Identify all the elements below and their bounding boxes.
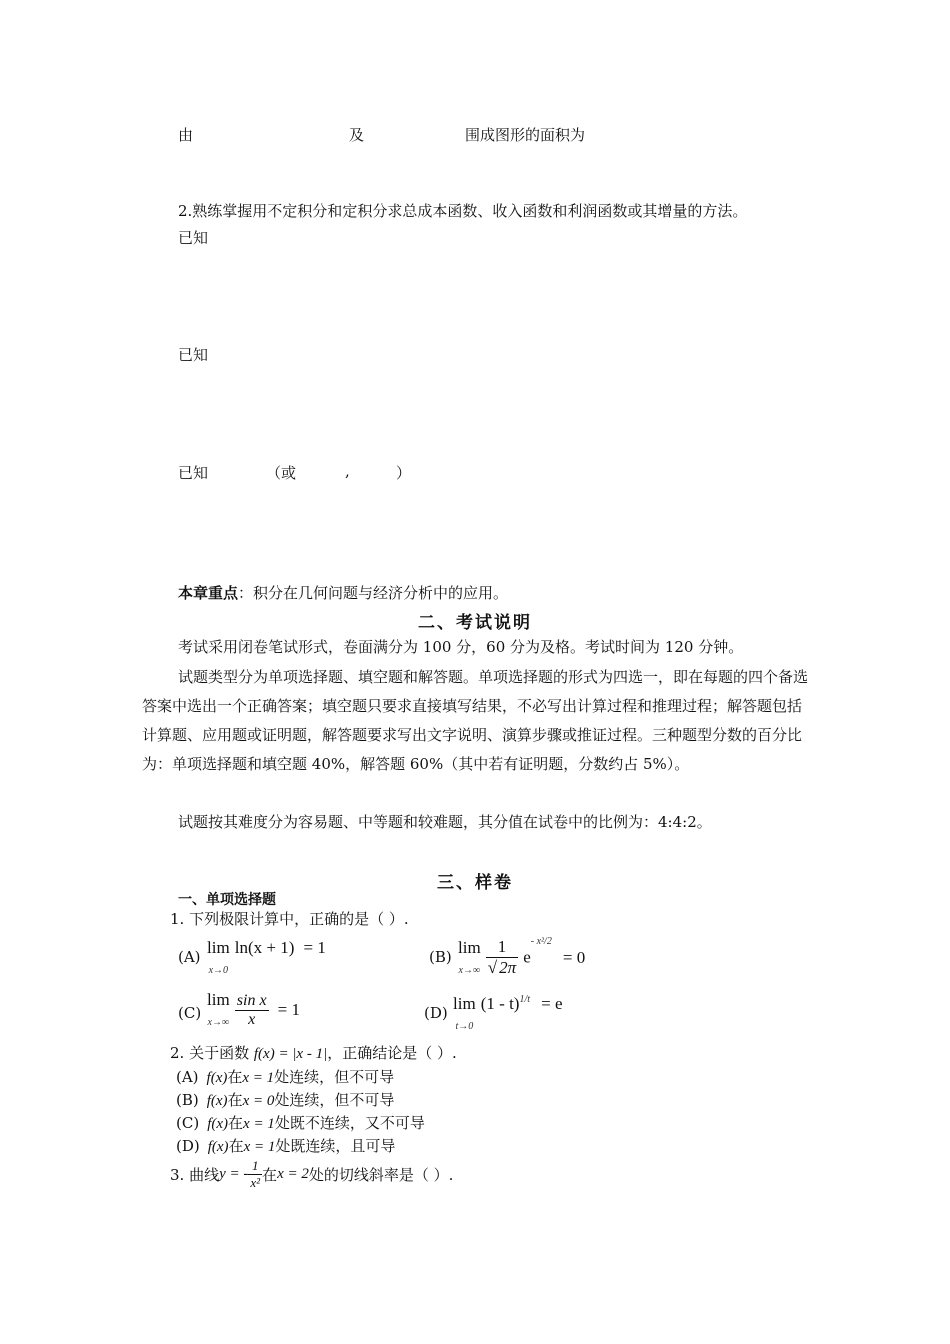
q2-option-function: f(x) [206,1070,228,1086]
known-1: 已知 [178,229,209,247]
q1-c-sub: x→∞ [207,1017,230,1028]
q2-option-point: x = 1 [243,1139,276,1155]
q1-option-c-label: (C) [178,1004,202,1022]
q1-b-num: 1 [486,937,518,958]
q1-b-den: 2π [499,958,517,977]
area-text-and: 及 [349,126,365,144]
q1-a-sub: x→0 [208,965,229,976]
q1-d-lim: lim [453,994,476,1013]
q2-option-at: 在 [228,1114,244,1132]
chapter-focus [178,582,508,603]
q1-a-lim: lim [207,938,230,957]
q3-lhs: y = - [219,1166,249,1182]
q2-option [176,1066,394,1087]
q1-option-d-label: (D) [424,1004,448,1022]
q1-a-expr: ln(x + 1) [234,938,295,957]
q3-num: 1 [248,1158,262,1175]
exam-paragraph-3: 试题按其难度分为容易题、中等题和较难题，其分值在试卷中的比例为：4:4:2。 [178,813,712,831]
exam-paragraph-2: 试题类型分为单项选择题、填空题和解答题。单项选择题的形式为四选一，即在每题的四个备选答案中选出一个正确答案；填空题只要求直接填写结果，不必写出计算过程和推理过程；解答题包括计算题、应用题或证明题，解答题要求写出文字说明、演算步骤或推证过程。三种题型分数的百分比为：单项选择题和填空题 40%，解答题 60%（其中若有证明题，分数约占 5%）。 [142,668,809,773]
area-text-result: 围成图形的面积为 [465,126,586,144]
q1-d-expr: (1 - t) [480,994,520,1013]
q2-option [176,1089,394,1110]
q3-den: x² [250,1175,261,1190]
known-3-close: ） [396,464,412,482]
q2-option-point: x = 0 [242,1093,275,1109]
q1-stem: 1. 下列极限计算中，正确的是（ ）. [170,910,409,928]
q1-b-e: e [523,947,531,967]
q1-option-b-formula [458,936,585,978]
q2-function: f(x) = |x - 1| [253,1046,328,1062]
q2-option-label: (D) [176,1137,200,1155]
q2-stem [170,1042,457,1063]
q2-option [176,1135,395,1156]
q1-c-lim: lim [207,990,230,1009]
exam-paragraph-1: 考试采用闭卷笔试形式，卷面满分为 100 分，60 分为及格。考试时间为 120 分钟。 [178,638,744,656]
q1-b-exp: - x²/2 [530,936,552,947]
q2-option-at: 在 [227,1091,243,1109]
q1-b-sub: x→∞ [458,964,481,976]
q2-option-text: 处既不连续，又不可导 [274,1114,425,1132]
q2-option-point: x = 1 [242,1070,275,1086]
q2-stem-a: 2. 关于函数 [170,1044,250,1062]
q1-a-eq: = 1 [303,938,326,957]
section-single-choice: 一、单项选择题 [178,892,276,908]
chapter-focus-text: ：积分在几何问题与经济分析中的应用。 [238,584,509,602]
q2-option-function: f(x) [207,1116,229,1132]
q1-c-num: sin x [236,991,267,1009]
q1-d-exp: 1/t [519,994,531,1005]
sample-heading: 三、样卷 [437,873,513,893]
q3-stem-a: 3. 曲线 [170,1166,220,1184]
q3-point: x = 2 [277,1166,309,1182]
q1-b-lim: lim [458,937,481,957]
q1-d-eq: = e [541,994,563,1013]
q1-option-a-formula [207,938,326,978]
known-3-comma: , [345,462,350,480]
q1-d-sub: t→0 [455,1021,474,1032]
q1-b-eq: = 0 [562,947,586,967]
q2-option-at: 在 [227,1068,243,1086]
q2-option-text: 处连续，但不可导 [274,1068,395,1086]
q2-option-function: f(x) [206,1093,228,1109]
q2-stem-b: ，正确结论是（ ）. [327,1044,457,1062]
q1-option-a-label: (A) [178,948,201,966]
q2-option-text: 处连续，但不可导 [274,1091,395,1109]
known-3-or: （或 [266,464,297,482]
q3-stem [170,1158,453,1191]
q2-option-point: x = 1 [243,1116,275,1132]
q2-option-label: (A) [176,1068,199,1086]
area-text-from: 由 [178,126,194,144]
exam-heading: 二、考试说明 [418,613,532,633]
q1-option-c-formula [207,990,300,1030]
q1-c-fraction [235,992,269,1029]
q2-option-label: (C) [176,1114,200,1132]
q2-option [176,1112,425,1133]
point-2: 2.熟练掌握用不定积分和定积分求总成本函数、收入函数和利润函数或其增量的方法。 [178,202,748,220]
q2-option-label: (B) [176,1091,199,1109]
q1-c-den: x [248,1010,256,1028]
q2-option-at: 在 [228,1137,244,1155]
q2-option-text: 处既连续，且可导 [275,1137,396,1155]
q1-option-b-label: (B) [429,948,452,966]
area-line [178,124,193,145]
q1-b-fraction [486,937,518,978]
q3-stem-b: 处的切线斜率是（ ）. [308,1166,454,1184]
q2-option-function: f(x) [207,1139,229,1155]
known-2: 已知 [178,346,209,364]
chapter-focus-label: 本章重点 [178,584,239,602]
q1-option-d-formula [453,994,563,1034]
sqrt-icon: √ [487,958,498,977]
known-3: 已知 [178,464,209,482]
q1-c-eq: = 1 [277,1000,300,1019]
q3-fraction [248,1158,262,1191]
q3-mid: 在 [262,1166,278,1184]
